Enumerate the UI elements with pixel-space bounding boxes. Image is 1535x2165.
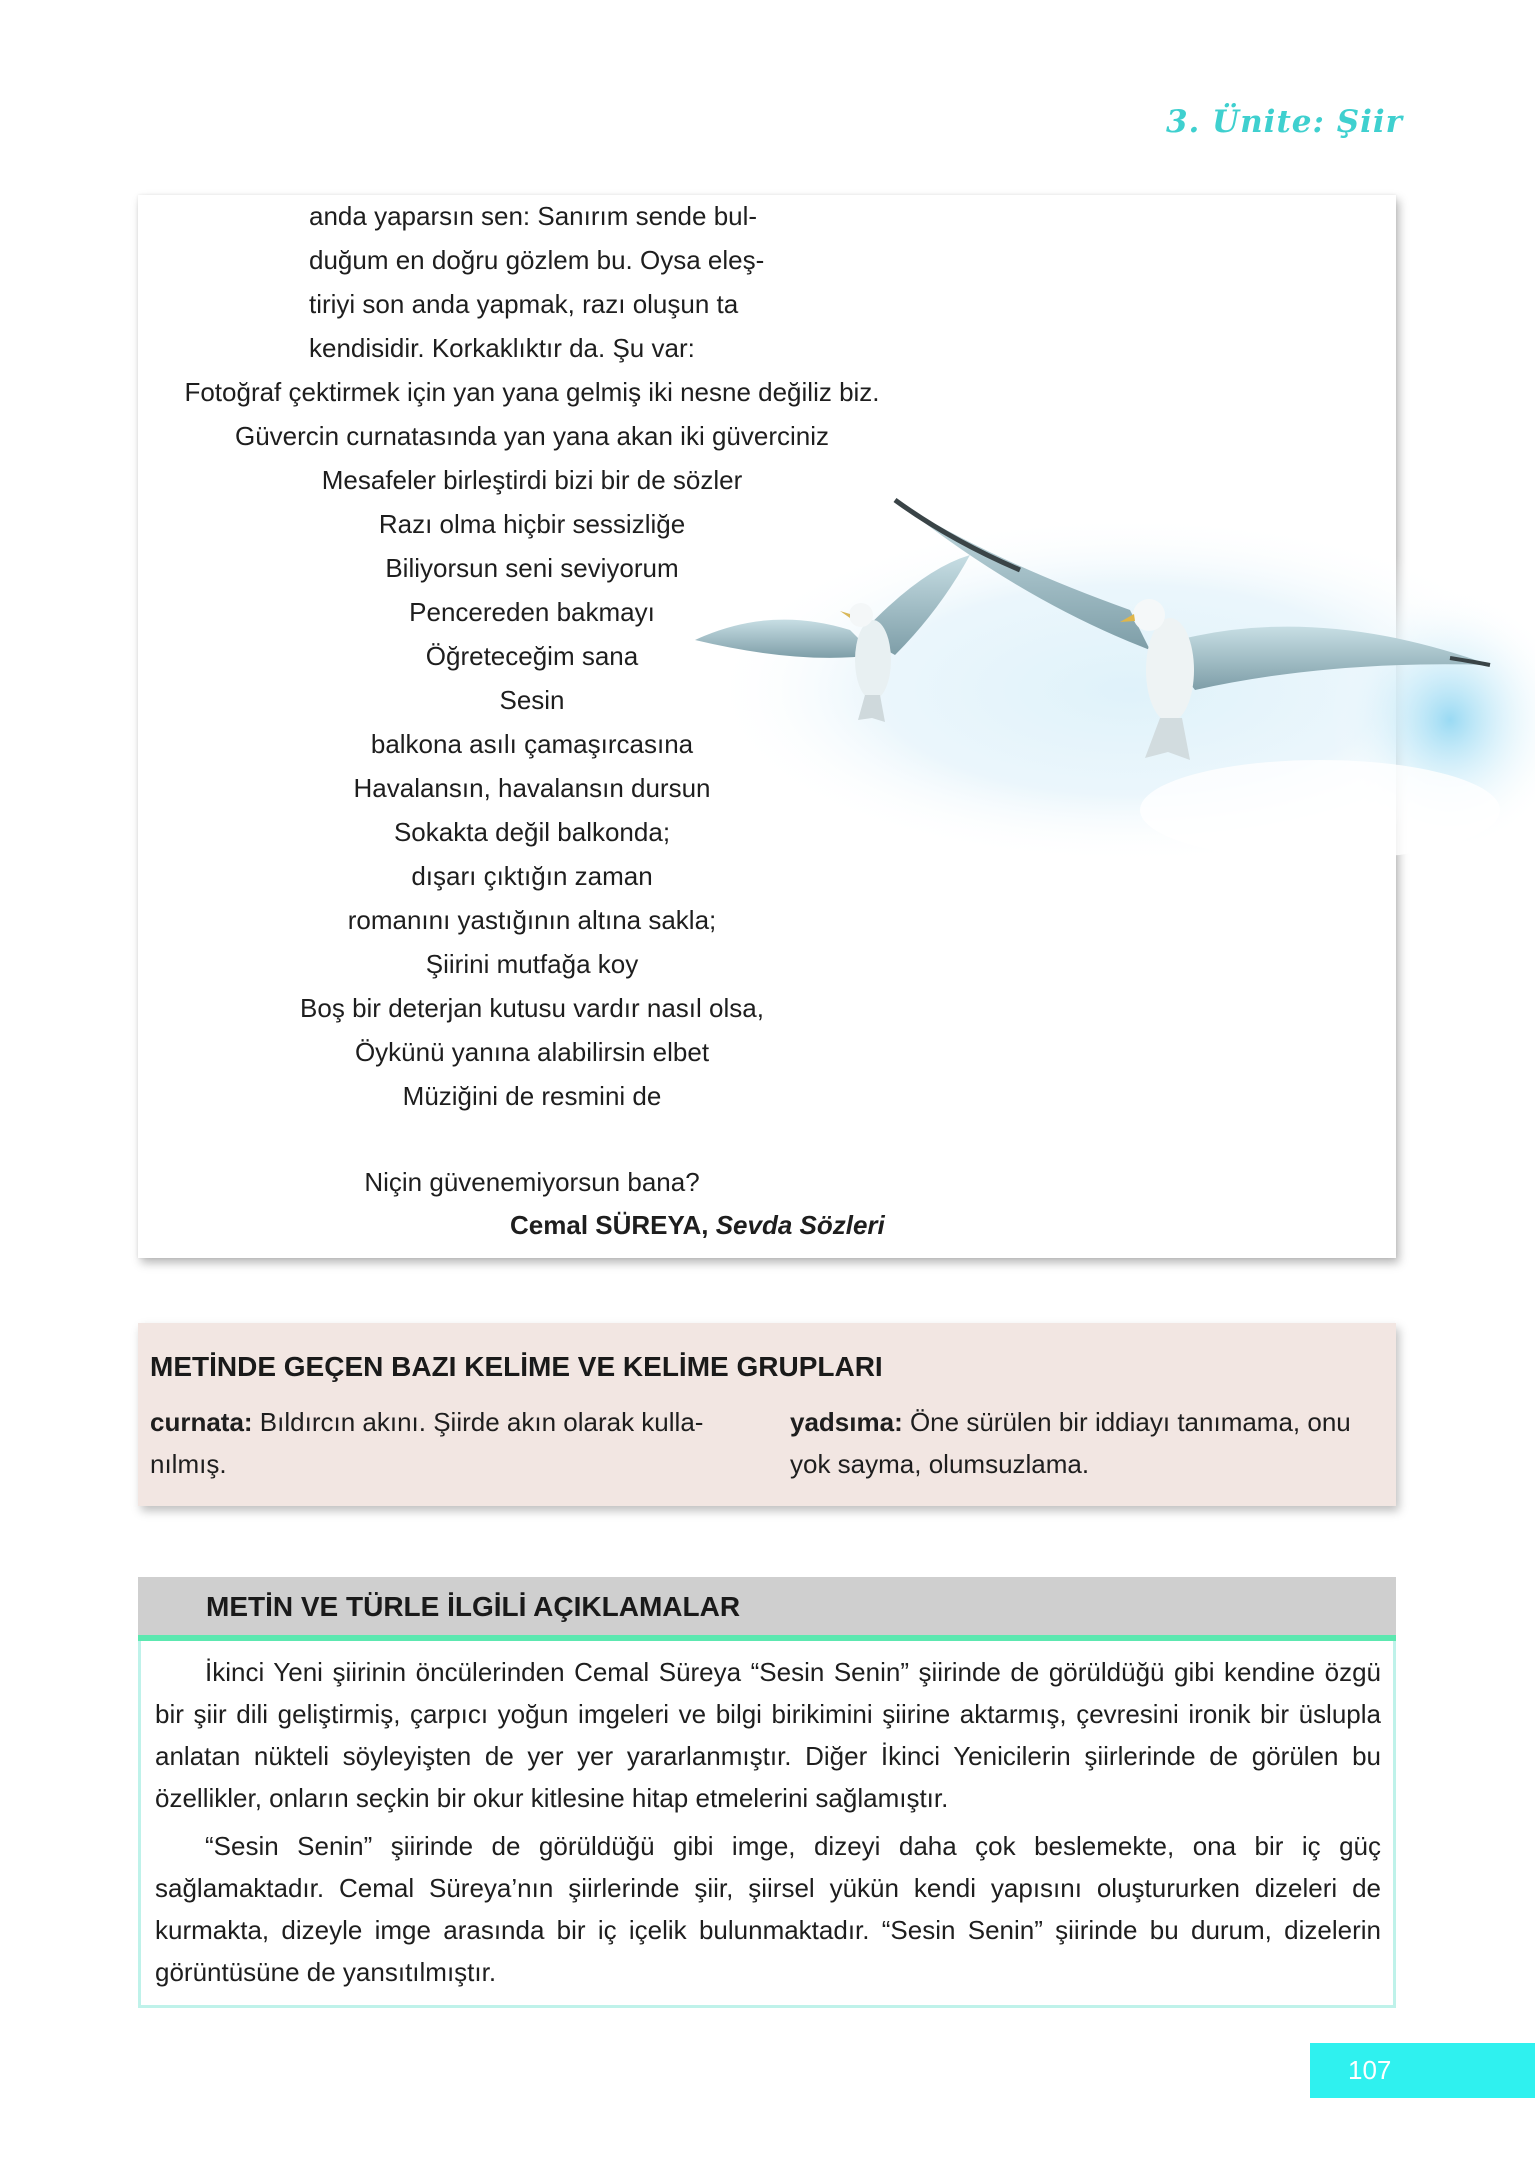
poem-author: Cemal SÜREYA,: [510, 1210, 709, 1240]
vocabulary-definition-continued: yok sayma, olumsuzlama.: [790, 1449, 1090, 1479]
poem-line: tiriyi son anda yapmak, razı oluşun ta: [309, 289, 739, 319]
poem-line: duğum en doğru gözlem bu. Oysa eleş-: [309, 245, 765, 275]
explanation-paragraph: “Sesin Senin” şiirinde de görüldüğü gibi imge, dizeyi daha çok beslemekte, ona bir iç güç sağlamaktadır. Cemal Süreya’nın şiirlerinde şiir, şiirsel yükün kendi yapısını oluştururken dizeleri de kurmakta, dizeyle imge arasında bir iç içelik bulunmaktadır. “Sesin Senin” şiirinde bu durum, dizelerin görüntüsüne de yansıtılmıştır.: [155, 1831, 1381, 1987]
poem-line: balkona asılı çamaşırcasına: [370, 729, 694, 759]
explanation-paragraph: İkinci Yeni şiirinin öncülerinden Cemal Süreya “Sesin Senin” şiirinde de görüldüğü gibi kendine özgü bir şiir dili geliştirmiş, çarpıcı yoğun imgeleri ve bilgi birikimini şiirine aktarmış, çevresini ironik bir üslupla anlatan nükteli söyleyişten de yer yer yararlanmıştır. Diğer İkinci Yenicilerin şiirlerinde de görülen bu özellikler, onların seçkin bir okur kitlesine hitap etmelerini sağlamıştır.: [155, 1657, 1381, 1813]
vocabulary-term: curnata:: [150, 1407, 253, 1437]
poem-book: Sevda Sözleri: [715, 1210, 885, 1240]
poem-line: Fotoğraf çektirmek için yan yana gelmiş iki nesne değiliz biz.: [184, 377, 880, 407]
poem-line: Sesin: [499, 685, 565, 715]
poem-line: Sokakta değil balkonda;: [393, 817, 671, 847]
vocabulary-box: [138, 1323, 1396, 1506]
poem-line: Razı olma hiçbir sessizliğe: [378, 509, 686, 539]
vocabulary-term: yadsıma:: [790, 1407, 903, 1437]
poem-line: Müziğini de resmini de: [402, 1081, 662, 1111]
explanation-title: METİN VE TÜRLE İLGİLİ AÇIKLAMALAR: [206, 1591, 741, 1622]
poem-line: Boş bir deterjan kutusu vardır nasıl olsa,: [300, 993, 764, 1023]
vocabulary-definition-continued: nılmış.: [150, 1449, 227, 1479]
poem-line: Niçin güvenemiyorsun bana?: [364, 1167, 700, 1197]
poem-line: Şiirini mutfağa koy: [425, 949, 639, 979]
vocabulary-entry-curnata: [150, 1401, 770, 1485]
vocabulary-title: METİNDE GEÇEN BAZI KELİME VE KELİME GRUPLARI: [150, 1351, 883, 1382]
vocabulary-definition: Öne sürülen bir iddiayı tanımama, onu: [902, 1407, 1351, 1437]
unit-title: 3. Ünite: Şiir: [1165, 104, 1403, 140]
page-number-tab: [1310, 2043, 1535, 2098]
explanation-body: [138, 1641, 1396, 2008]
poem-line: romanını yastığının altına sakla;: [347, 905, 717, 935]
poem-line: kendisidir. Korkaklıktır da. Şu var:: [309, 333, 695, 363]
poem-line: Öğreteceğim sana: [425, 641, 639, 671]
explanation-header: [138, 1577, 1396, 1641]
poem-line: anda yaparsın sen: Sanırım sende bul-: [309, 201, 758, 231]
poem-line: Güvercin curnatasında yan yana akan iki güverciniz: [235, 421, 829, 451]
cloud: [1140, 760, 1500, 860]
poem-line: Öykünü yanına alabilirsin elbet: [354, 1037, 710, 1067]
page-number: 107: [1348, 2055, 1392, 2085]
poem-attribution: [510, 1210, 885, 1241]
poem-line: Havalansın, havalansın dursun: [353, 773, 711, 803]
poem-line: dışarı çıktığın zaman: [411, 861, 653, 891]
poem-line: Pencereden bakmayı: [409, 597, 655, 627]
seagulls-illustration: [690, 490, 1535, 880]
vocabulary-entry-yadsima: [790, 1401, 1390, 1485]
vocabulary-definition: Bıldırcın akını. Şiirde akın olarak kulla-: [252, 1407, 704, 1437]
poem-line: Mesafeler birleştirdi bizi bir de sözler: [321, 465, 743, 495]
poem-line: Biliyorsun seni seviyorum: [385, 553, 679, 583]
